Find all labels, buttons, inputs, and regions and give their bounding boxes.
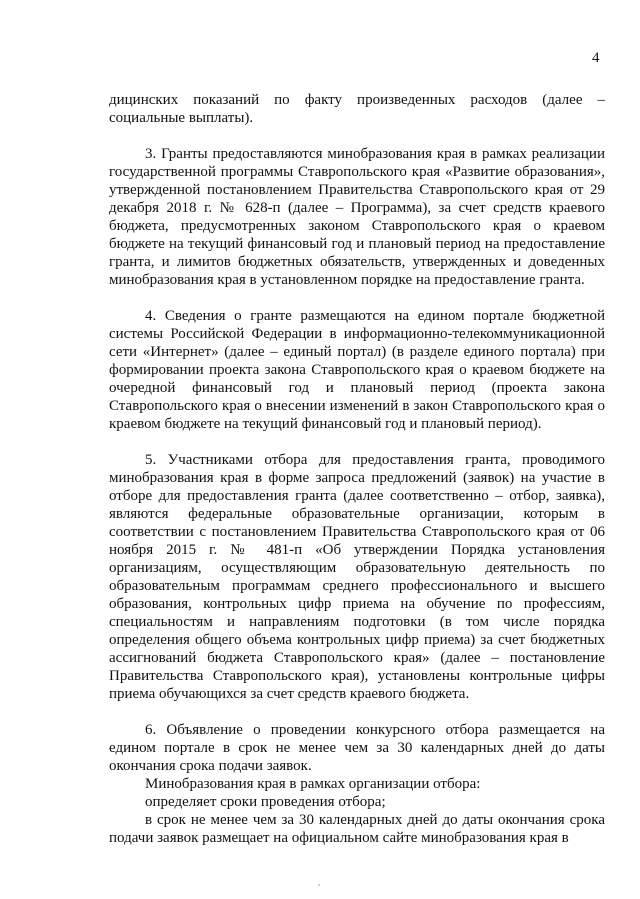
scan-speck (318, 884, 320, 886)
paragraph-continuation: дицинских показаний по факту произведенных расходов (далее – социальные выплаты). (109, 92, 605, 126)
paragraph-item-6: 6. Объявление о проведении конкурсного отбора размещается на едином портале в срок не менее чем за 30 календарных дней до даты окончания срока подачи заявок. (109, 722, 605, 774)
page-number: 4 (592, 50, 600, 66)
paragraph-item-5: 5. Участниками отбора для предоставления гранта, проводимого минобразования края в форме запроса предложений (заявок) на участие в отборе для предоставления гранта (далее соответственно – отбор, заявка), являются федеральные образовательные организации, которым в соответствии с постановлением Правительства Ставропольского края от 06 ноября 2015 г. № 481-п «Об утверждении Порядка установления организациям, осуществляющим образовательную деятельность по образовательным программам среднего профессионального и высшего образования, контрольных цифр приема на обучение по профессиям, специальностям и направлениям подготовки (в том числе порядка определения общего объема контрольных цифр приема) за счет бюджетных ассигнований бюджета Ставропольского края» (далее – постановление Правительства Ставропольского края), установлены контрольные цифры приема обучающихся за счет средств краевого бюджета. (109, 452, 605, 702)
paragraph-deadlines: определяет сроки проведения отбора; (145, 794, 386, 810)
paragraph-organization-intro: Минобразования края в рамках организации отбора: (145, 776, 481, 792)
document-body (109, 91, 605, 847)
paragraph-item-4: 4. Сведения о гранте размещаются на едином портале бюджетной системы Российской Федерации в информационно-телекоммуникационной сети «Интернет» (далее – единый портал) (в разделе единого портала) при формировании проекта закона Ставропольского края о краевом бюджете на очередной финансовый год и плановый период (проекта закона Ставропольского края о внесении изменений в закон Ставропольского края о краевом бюджете на текущий финансовый год и плановый период). (109, 308, 605, 432)
paragraph-publication: в срок не менее чем за 30 календарных дней до даты окончания срока подачи заявок размещает на официальном сайте минобразования края в (109, 812, 605, 846)
paragraph-item-3: 3. Гранты предоставляются минобразования края в рамках реализации государственной программы Ставропольского края «Развитие образования», утвержденной постановлением Правительства Ставропольского края от 29 декабря 2018 г. № 628-п (далее – Программа), за счет средств краевого бюджета, предусмотренных законом Ставропольского края о краевом бюджете на текущий финансовый год и плановый период на предоставление гранта, и лимитов бюджетных обязательств, утвержденных и доведенных минобразования края в установленном порядке на предоставление гранта. (109, 146, 605, 288)
